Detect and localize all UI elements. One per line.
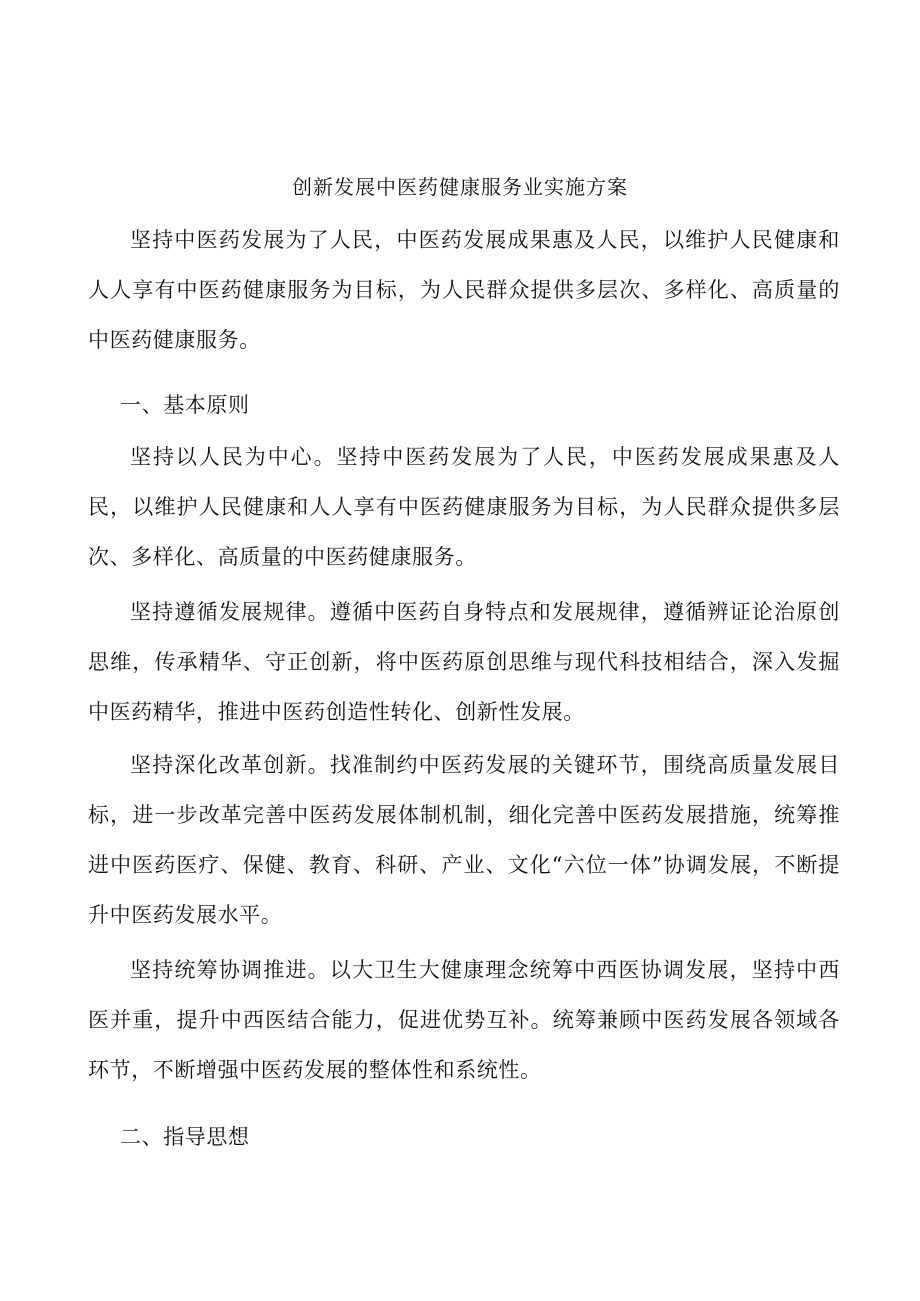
intro-paragraph: 坚持中医药发展为了人民，中医药发展成果惠及人民，以维护人民健康和人人享有中医药健康服务为目标，为人民群众提供多层次、多样化、高质量的中医药健康服务。 [88,228,840,352]
section-heading-basic-principles: 一、基本原则 [120,393,250,417]
section-heading-guiding-ideology: 二、指导思想 [120,1125,250,1149]
paragraph-reform-innovation: 坚持深化改革创新。找准制约中医药发展的关键环节，围绕高质量发展目标，进一步改革完善中医药发展体制机制，细化完善中医药发展措施，统筹推进中医药医疗、保健、教育、科研、产业、文化“六位一体”协调发展，不断提升中医药发展水平。 [88,753,840,927]
document-title: 创新发展中医药健康服务业实施方案 [292,175,628,199]
paragraph-coordinated-advancement: 坚持统筹协调推进。以大卫生大健康理念统筹中西医协调发展，坚持中西医并重，提升中西医结合能力，促进优势互补。统筹兼顾中医药发展各领域各环节，不断增强中医药发展的整体性和系统性。 [88,958,840,1082]
paragraph-people-centered: 坚持以人民为中心。坚持中医药发展为了人民，中医药发展成果惠及人民，以维护人民健康和人人享有中医药健康服务为目标，为人民群众提供多层次、多样化、高质量的中医药健康服务。 [88,445,840,569]
paragraph-development-laws: 坚持遵循发展规律。遵循中医药自身特点和发展规律，遵循辨证论治原创思维，传承精华、守正创新，将中医药原创思维与现代科技相结合，深入发掘中医药精华，推进中医药创造性转化、创新性发展。 [88,600,840,724]
